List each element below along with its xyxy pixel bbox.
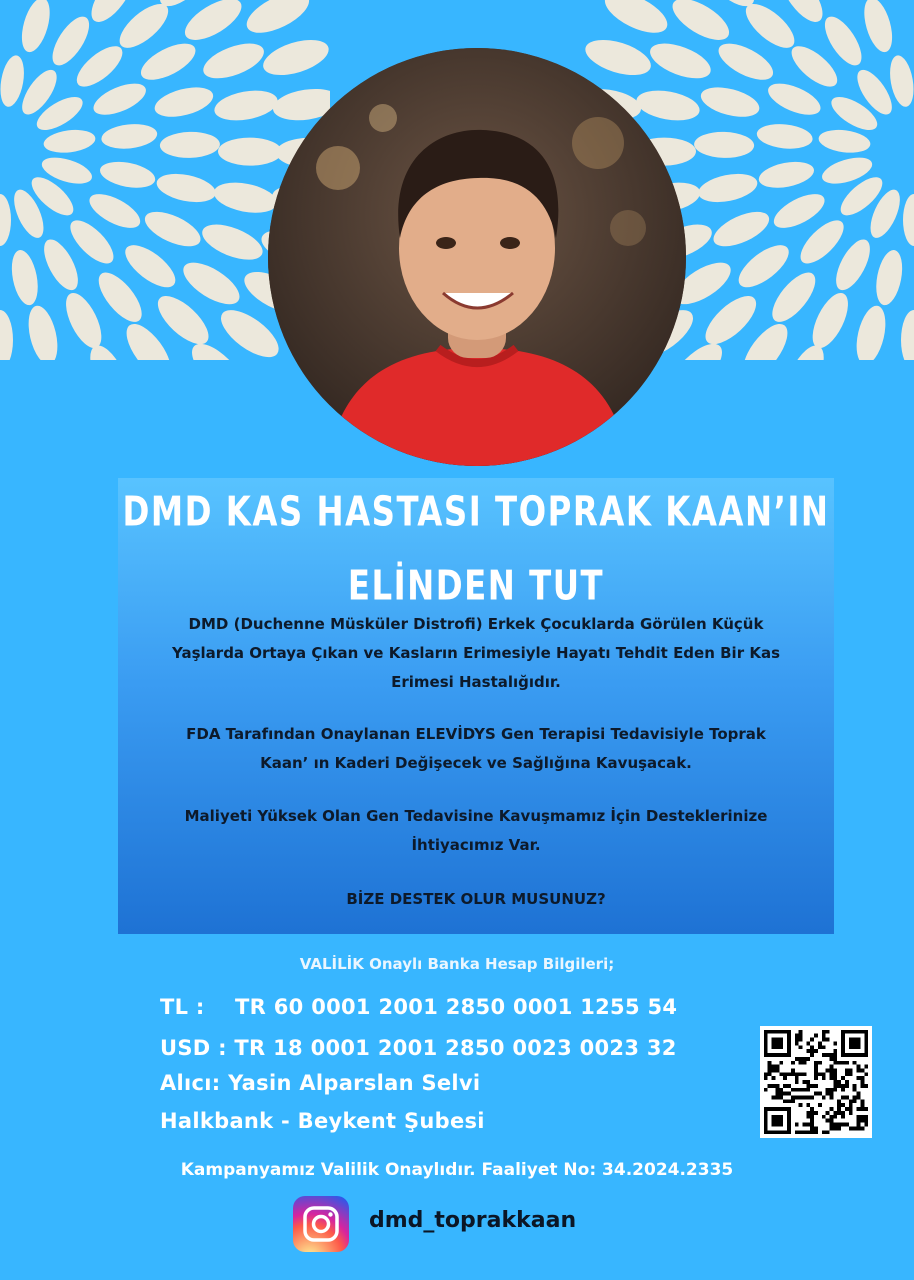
- petal-shape: [765, 266, 823, 329]
- petal-shape: [113, 0, 175, 55]
- paragraph-support-needed: Maliyeti Yüksek Olan Gen Tedavisine Kavuşmamız İçin Desteklerinize İhtiyacımız Var.: [184, 807, 768, 854]
- petal-shape: [177, 254, 246, 312]
- bank-info-title: VALİLİK Onaylı Banka Hesap Bilgileri;: [299, 955, 615, 973]
- campaign-approval-note: Kampanyamız Valilik Onaylıdır. Faaliyet No: 34.2024.2335: [180, 1160, 734, 1180]
- petal-shape: [0, 194, 11, 246]
- petal-shape: [100, 122, 158, 152]
- petal-shape: [901, 310, 914, 360]
- petal-shape: [805, 288, 855, 353]
- instagram-icon[interactable]: [293, 1196, 349, 1252]
- petal-shape: [739, 0, 801, 55]
- petal-shape: [709, 205, 774, 254]
- petal-shape: [91, 266, 149, 329]
- paragraph-call-to-action: BİZE DESTEK OLUR MUSUNUZ?: [346, 890, 606, 908]
- petal-shape: [817, 127, 871, 155]
- petal-shape: [197, 217, 267, 267]
- portrait-photo: [268, 48, 686, 466]
- petal-shape: [150, 288, 216, 352]
- petal-shape: [713, 36, 778, 87]
- iban-tl: TL : TR 60 0001 2001 2850 0001 1255 54: [160, 995, 678, 1019]
- petal-shape: [160, 131, 221, 159]
- petal-shape: [17, 0, 56, 55]
- paragraph-dmd-description: DMD (Duchenne Müsküler Distrofi) Erkek Çocuklarda Görülen Küçük Yaşlarda Ortaya Çıkan ve Kasların Erimesiyle Hayatı Tehdit Eden Bir Kas Erimesi Hastalığıdır.: [172, 615, 780, 691]
- petal-shape: [241, 0, 315, 41]
- petal-shape: [698, 288, 764, 352]
- petal-shape: [218, 137, 282, 165]
- petal-shape: [59, 288, 109, 353]
- petal-shape: [136, 36, 201, 87]
- petal-shape: [764, 77, 825, 121]
- petal-shape: [599, 0, 673, 41]
- petal-shape: [89, 77, 150, 121]
- petal-shape: [698, 82, 763, 122]
- bank-branch: Halkbank - Beykent Şubesi: [160, 1109, 485, 1133]
- petal-shape: [140, 205, 205, 254]
- petal-shape: [732, 238, 795, 295]
- petal-shape: [696, 169, 760, 206]
- petal-shape: [42, 127, 96, 155]
- petal-shape: [756, 122, 814, 152]
- petal-shape: [98, 158, 158, 192]
- petal-shape: [212, 86, 280, 125]
- petal-shape: [646, 36, 716, 85]
- petal-shape: [199, 36, 269, 85]
- petal-shape: [584, 33, 655, 82]
- headline-line-2: ELİNDEN TUT: [347, 562, 605, 611]
- iban-usd: USD : TR 18 0001 2001 2850 0023 0023 32: [160, 1036, 677, 1060]
- petal-shape: [179, 0, 248, 48]
- petal-shape: [872, 248, 906, 308]
- petal-shape: [757, 158, 817, 192]
- petal-shape: [903, 194, 914, 246]
- petal-shape: [119, 238, 182, 295]
- petal-shape: [152, 82, 217, 122]
- recipient-name: Alıcı: Yasin Alparslan Selvi: [160, 1071, 481, 1095]
- petal-shape: [666, 0, 735, 48]
- petal-shape: [634, 86, 702, 125]
- headline-line-1: DMD KAS HASTASI TOPRAK KAAN’IN: [122, 488, 830, 537]
- instagram-handle[interactable]: dmd_toprakkaan: [369, 1208, 577, 1233]
- petal-shape: [154, 169, 218, 206]
- petal-shape: [0, 250, 1, 308]
- info-panel: [118, 478, 834, 934]
- qr-code[interactable]: [760, 1026, 872, 1138]
- petal-shape: [852, 303, 891, 360]
- petal-shape: [24, 303, 63, 360]
- petal-shape: [8, 248, 42, 308]
- petal-shape: [859, 0, 898, 55]
- petal-shape: [259, 33, 330, 82]
- petal-shape: [694, 131, 755, 159]
- petal-shape: [0, 310, 13, 360]
- petal-shape: [211, 178, 279, 218]
- paragraph-gene-therapy: FDA Tarafından Onaylanan ELEVİDYS Gen Terapisi Tedavisiyle Toprak Kaan’ ın Kaderi Değişecek ve Sağlığına Kavuşacak.: [186, 725, 766, 772]
